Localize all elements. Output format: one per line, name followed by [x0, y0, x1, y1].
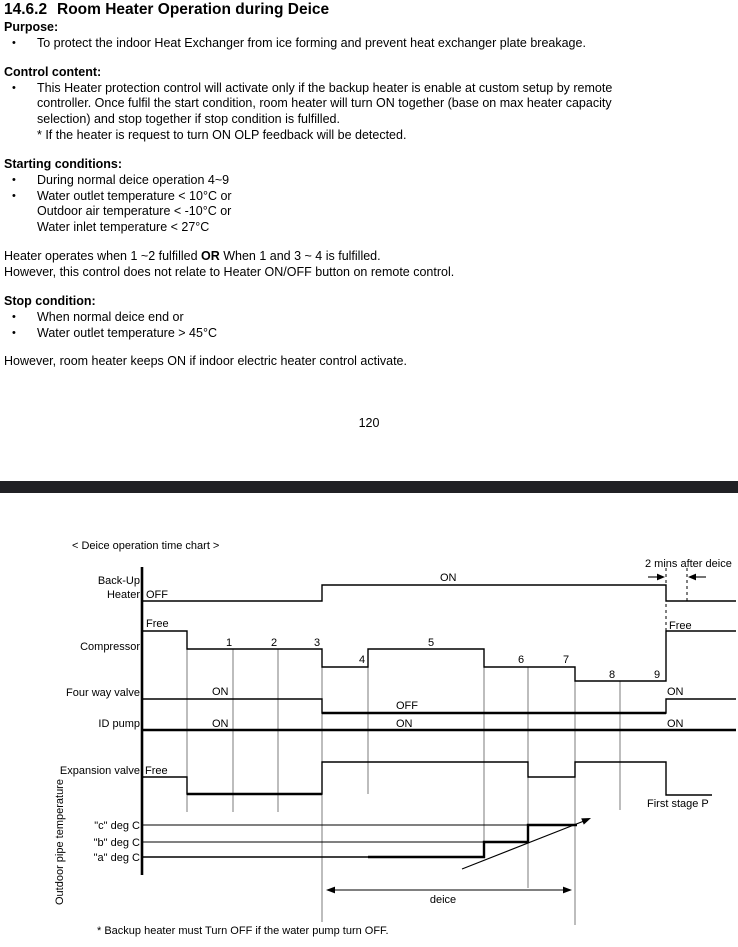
deice-label: deice — [429, 894, 457, 906]
line-spacer — [4, 52, 734, 65]
bullet-text: Water outlet temperature > 45°C — [37, 325, 217, 340]
expansion-valve-waveform — [142, 762, 712, 795]
text-line — [4, 249, 734, 265]
row-label-id-pump: ID pump — [98, 718, 140, 730]
compressor-row — [80, 618, 736, 681]
text-line: However, this control does not relate to Heater ON/OFF button on remote control. — [4, 264, 455, 279]
row-label-backup-2: Heater — [106, 589, 140, 601]
text-line — [4, 189, 734, 205]
deice-interval — [326, 887, 572, 906]
two-mins-label: 2 mins after deice — [645, 558, 732, 570]
text-line — [4, 173, 734, 189]
section-heading: Starting conditions: — [4, 156, 123, 171]
right-arrowhead-icon — [657, 574, 665, 581]
fwv-off-mid: OFF — [396, 700, 418, 712]
threshold-c-label: "c" deg C — [94, 820, 140, 832]
deice-time-chart — [0, 537, 738, 947]
document-body — [4, 20, 734, 370]
text-line — [4, 81, 734, 97]
bold-text: OR — [201, 249, 220, 264]
text-line: selection) and stop together if stop condition is fulfilled. — [37, 112, 340, 127]
row-label-backup-1: Back-Up — [97, 575, 140, 587]
deice-right-arrowhead-icon — [563, 887, 572, 894]
backup-on-label: ON — [440, 572, 457, 584]
text-line: Outdoor air temperature < -10°C or — [37, 204, 232, 219]
line-spacer — [4, 144, 734, 157]
bullet-icon: • — [12, 36, 16, 49]
temperature-rise-arrowhead-icon — [581, 818, 591, 825]
stage-7: 7 — [562, 654, 570, 666]
bullet-icon: • — [12, 189, 16, 202]
compressor-free-right: Free — [669, 620, 692, 632]
text-span: When 1 and 3 ~ 4 is fulfilled. — [219, 249, 381, 264]
text-line: controller. Once fulfil the start condition, room heater will turn ON together (base on max heater capacity — [37, 96, 612, 111]
section-divider-bar — [0, 481, 738, 493]
bullet-icon: • — [12, 173, 16, 186]
section-title-text: Room Heater Operation during Deice — [57, 1, 330, 18]
stage-1: 1 — [225, 637, 233, 649]
first-stage-p-label: First stage P — [647, 798, 709, 810]
bullet-text: This Heater protection control will activate only if the backup heater is enable at custom setup by remote — [37, 80, 613, 95]
bullet-text: To protect the indoor Heat Exchanger from ice forming and prevent heat exchanger plate breakage. — [37, 35, 586, 50]
section-heading: Stop condition: — [4, 293, 96, 308]
section-heading: Control content: — [4, 64, 102, 79]
deice-chart-svg — [0, 537, 738, 947]
fwv-on-right: ON — [667, 686, 684, 698]
section-number: 14.6.2 — [4, 1, 48, 18]
idp-on-mid: ON — [396, 718, 413, 730]
section-title — [4, 2, 734, 20]
row-label-expansion-valve: Expansion valve — [59, 765, 140, 777]
stage-9: 9 — [653, 669, 661, 681]
id-pump-row — [98, 718, 736, 730]
document-section — [4, 2, 734, 370]
backup-heater-waveform — [142, 585, 736, 601]
chart-gridlines — [187, 649, 620, 925]
row-label-four-way-valve: Four way valve — [66, 687, 140, 699]
fwv-on-left: ON — [212, 686, 229, 698]
expansion-valve-row — [60, 762, 712, 810]
compressor-free-left: Free — [146, 618, 169, 630]
chart-caption: < Deice operation time chart > — [72, 540, 220, 552]
text-line: Water inlet temperature < 27°C — [37, 220, 210, 235]
deice-left-arrowhead-icon — [326, 887, 335, 894]
page-number: 120 — [358, 416, 380, 430]
text-line — [4, 310, 734, 326]
text-line — [4, 36, 734, 52]
line-spacer — [4, 236, 734, 249]
row-label-compressor: Compressor — [80, 641, 140, 653]
threshold-a-label: "a" deg C — [93, 852, 140, 864]
two-mins-annotation — [645, 558, 732, 580]
idp-on-right: ON — [667, 718, 684, 730]
stage-4: 4 — [358, 654, 366, 666]
stage-5: 5 — [427, 637, 435, 649]
text-line — [4, 326, 734, 342]
stage-3: 3 — [313, 637, 321, 649]
four-way-valve-row — [66, 686, 736, 713]
bullet-text: During normal deice operation 4~9 — [37, 172, 230, 187]
line-spacer — [4, 281, 734, 294]
stage-2: 2 — [270, 637, 278, 649]
section-heading: Purpose: — [4, 20, 59, 34]
text-line: * If the heater is request to turn ON OLP feedback will be detected. — [37, 127, 407, 142]
idp-on-left: ON — [212, 718, 229, 730]
bullet-icon: • — [12, 310, 16, 323]
text-span: Heater operates when 1 ~2 fulfilled — [4, 249, 201, 264]
stage-8: 8 — [608, 669, 616, 681]
left-arrowhead-icon — [688, 574, 696, 581]
bullet-text: When normal deice end or — [37, 309, 184, 324]
chart-footnote: * Backup heater must Turn OFF if the water pump turn OFF. — [97, 925, 389, 937]
backup-off-label: OFF — [146, 589, 168, 601]
four-way-valve-waveform — [142, 699, 736, 713]
temperature-staircase — [368, 825, 577, 857]
stage-6: 6 — [517, 654, 525, 666]
bullet-text: Water outlet temperature < 10°C or — [37, 188, 232, 203]
bullet-icon: • — [12, 81, 16, 94]
threshold-b-label: "b" deg C — [93, 837, 140, 849]
bullet-icon: • — [12, 326, 16, 339]
line-spacer — [4, 341, 734, 354]
row-label-outdoor-pipe-temperature: Outdoor pipe temperature — [54, 779, 66, 905]
backup-heater-row — [98, 572, 736, 601]
text-line: However, room heater keeps ON if indoor electric heater control activate. — [4, 354, 407, 369]
exv-free-label: Free — [145, 765, 168, 777]
